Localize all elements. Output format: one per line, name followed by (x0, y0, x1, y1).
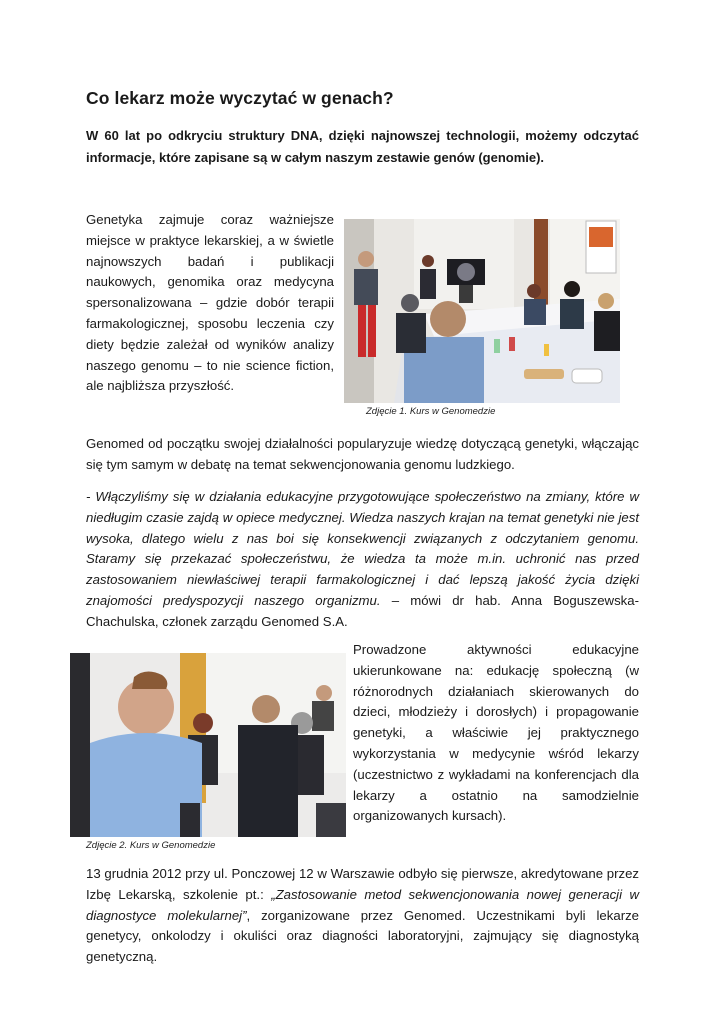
quote-text: - Włączyliśmy się w działania edukacyjne przygotowujące społeczeństwo na zmiany, które w niedługim czasie zajdą w opiece medycznej. Wiedza naszych krajan na temat genetyki nie jest wysoka, dlatego wielu z nas boi się konsekwencji związanych z odczytaniem genomu. Staramy się przekazać społeczeństwu, że wiedza ta może m.in. uchronić nas przed zastosowaniem niewłaściwej terapii farmakologicznej i dać lepszą jakość życia dzięki znajomości predyspozycji naszego organizmu. (86, 489, 639, 608)
paragraph-genomed-popularizes: Genomed od początku swojej działalności popularyzuje wiedzę dotyczącą genetyki, włączając się tym samym w debatę na temat sekwencjonowania genomu ludzkiego. (86, 436, 639, 472)
course-text-start: 13 grudnia 2012 przy ul. Ponczowej 12 w Warszawie odbyło się pierwsze, akredytowane przez Izbę Lekarską, szkolenie pt.: (86, 866, 639, 902)
course-photo-1 (344, 219, 620, 403)
course-text-end: , zorganizowane przez Genomed. Uczestnikami byli lekarze genetycy, onkolodzy i okuliści oraz diagności laboratoryjni, zajmujący się diagnostyką genetyczną. (86, 907, 640, 965)
paragraph-genetics-intro: Genetyka zajmuje coraz ważniejsze miejsce w praktyce lekarskiej, a w świetle najnowszych badań i publikacji naukowych, genomika oraz medycyna spersonalizowana – gdzie dobór terapii farmakologicznej, sposobu leczenia czy diety będzie zależał od wyników analizy naszego genomu – to nie science fiction, ale najbliższa przyszłość. (86, 212, 334, 394)
course-photo-2-image (70, 653, 346, 837)
course-title: „Zastosowanie metod sekwencjonowania nowej generacji w diagnostyce molekularnej” (86, 886, 640, 923)
photo-2-caption: Zdjęcie 2. Kurs w Genomedzie (86, 840, 216, 851)
article-title: Co lekarz może wyczytać w genach? (86, 88, 394, 108)
course-photo-1-image (344, 219, 620, 403)
photo-1-caption: Zdjęcie 1. Kurs w Genomedzie (366, 406, 496, 417)
paragraph-course-december (86, 864, 639, 968)
course-photo-2 (70, 653, 346, 837)
quote-attribution: – mówi dr hab. Anna Boguszewska-Chachulska, członek zarządu Genomed S.A. (86, 592, 639, 629)
paragraph-quote (86, 487, 639, 633)
paragraph-educational-activities: Prowadzone aktywności edukacyjne ukierunkowane na: edukację społeczną (w różnorodnych działaniach skierowanych do dzieci, młodzieży i dorosłych) i propagowanie genetyki, a właściwie jej praktycznego wykorzystania w medycynie wśród lekarzy (uczestnictwo z wykładami na konferencjach dla lekarzy a ostatnio na samodzielnie organizowanych kursach). (353, 642, 639, 824)
article-lead: W 60 lat po odkryciu struktury DNA, dzięki najnowszej technologii, możemy odczytać informacje, które zapisane są w całym naszym zestawie genów (genomie). (86, 128, 639, 165)
